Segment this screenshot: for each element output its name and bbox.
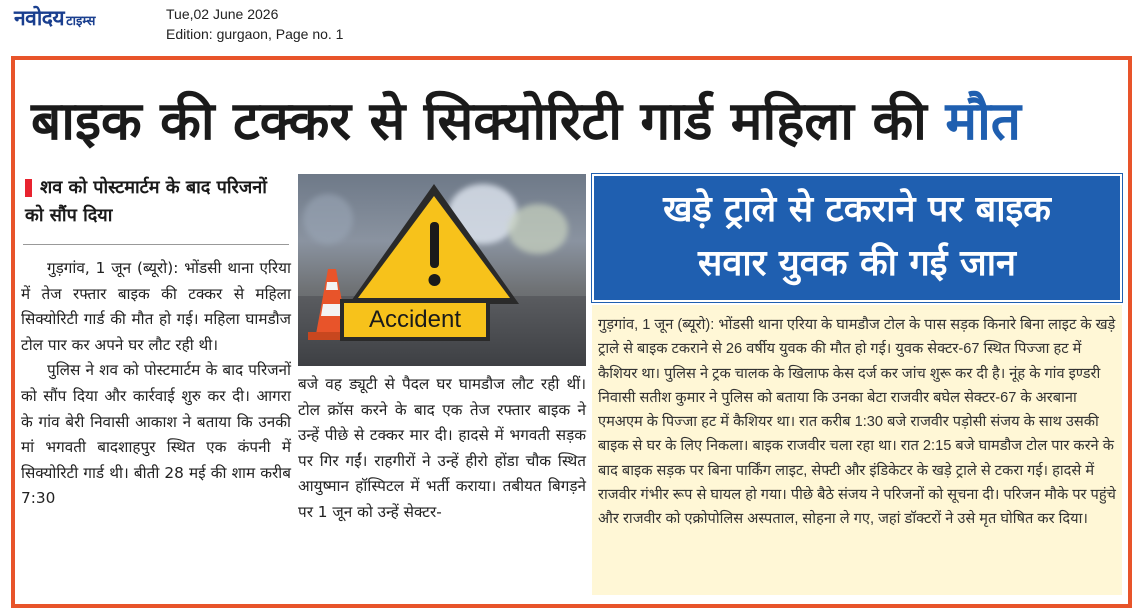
- main-headline: [31, 74, 1111, 170]
- left-para-1: गुड़गांव, 1 जून (ब्यूरो): भोंडसी थाना एरिया में तेज रफ्तार बाइक की टक्कर से महिला सिक्योरिटी गार्ड की मौत हो गई। महिला घामडौज टोल पार कर अपने घर लौट रही थी।: [21, 259, 291, 354]
- right-story-text: गुड़गांव, 1 जून (ब्यूरो): भोंडसी थाना एरिया के घामडौज टोल के पास सड़क किनारे बिना लाइट के खड़े ट्राले से बाइक टकराने से 26 वर्षीय युवक की मौत हो गई। युवक सेक्टर-67 स्थित पिज्जा हट में कैशियर था। पुलिस ने ट्रक चालक के खिलाफ केस दर्ज कर जांच शुरू कर दी है। नूंह के गांव इण्डरी निवासी सतीश कुमार ने पुलिस को बताया कि उनका बेटा राजवीर बघेल सेक्टर-67 के अरबाना एमअएम के पिज्जा हट में कैशियर था। रात करीब 1:30 बजे राजवीर पड़ोसी संजय के साथ उसकी बाइक से घर के लिए निकला। बाइक राजवीर चला रहा था। रात 2:15 बजे घामडौज टोल पार करने के बाद बाइक सड़क पर बिना पार्किंग लाइट, सेफ्टी और इंडिकेटर के खड़े ट्राले से टकरा गई। हादसे में राजवीर गंभीर रूप से घायल हो गया। पीछे बैठे संजय ने परिजनों को सूचना दी। परिजन मौके पर पहुंचे और राजवीर को एक्रोपोलिस अस्पताल, सोहना ले गए, जहां डॉक्टरों ने उसे मृत घोषित कर दिया।: [598, 317, 1116, 528]
- left-para-2: पुलिस ने शव को पोस्टमार्टम के बाद परिजनों को सौंप दिया और कार्रवाई शुरु कर दी। आगरा के गांव बेरी निवासी आकाश ने बताया कि उनकी मां भगवती बादशाहपुर स्थित एक कंपनी में सिक्योरिटी गार्ड थी। बीती 28 मई की शाम करीब 7:30: [21, 361, 291, 508]
- top-bar: [0, 0, 1140, 52]
- edition-line: Edition: gurgaon, Page no. 1: [166, 26, 344, 42]
- edition-info: [166, 4, 343, 44]
- right-story-headline-box: [592, 174, 1122, 302]
- logo-small-text: टाइम्स: [66, 14, 96, 29]
- right-headline-line-2: सवार युवक की गई जान: [697, 243, 1016, 284]
- accident-photo: [298, 174, 586, 366]
- subhead-text: शव को पोस्टमार्टम के बाद परिजनों को सौंप दिया: [25, 177, 267, 226]
- logo-main-text: नवोदय: [14, 6, 65, 30]
- left-subheading: [25, 174, 287, 230]
- article-clipping: [11, 56, 1132, 608]
- warning-sign-graphic: [298, 174, 586, 366]
- headline-text: बाइक की टक्कर से सिक्योरिटी गार्ड महिला की: [31, 91, 927, 152]
- accident-sign-label: Accident: [368, 306, 462, 333]
- middle-para: बजे वह ड्यूटी से पैदल घर घामडौज लौट रही थीं। टोल क्रॉस करने के बाद एक तेज रफ्तार बाइक ने उन्हें पीछे से टक्कर मार दी। हादसे में भगवती सड़क पर गिर गईं। राहगीरों ने उन्हें हीरो होंडा चौक स्थित आयुष्मान हॉस्पिटल में भर्ती कराया। तबीयत बिगड़ने पर 1 जून को उन्हें सेक्टर-: [298, 375, 586, 521]
- right-story-body: [592, 305, 1122, 595]
- left-column-text: [21, 256, 291, 586]
- middle-column-text: [298, 372, 586, 586]
- headline-highlight: मौत: [945, 91, 1022, 152]
- subhead-divider: [23, 244, 289, 245]
- right-headline-line-1: खड़े ट्राले से टकराने पर बाइक: [663, 189, 1051, 230]
- newspaper-logo: [14, 4, 95, 32]
- publish-date: Tue,02 June 2026: [166, 6, 279, 22]
- subhead-marker: [25, 179, 32, 197]
